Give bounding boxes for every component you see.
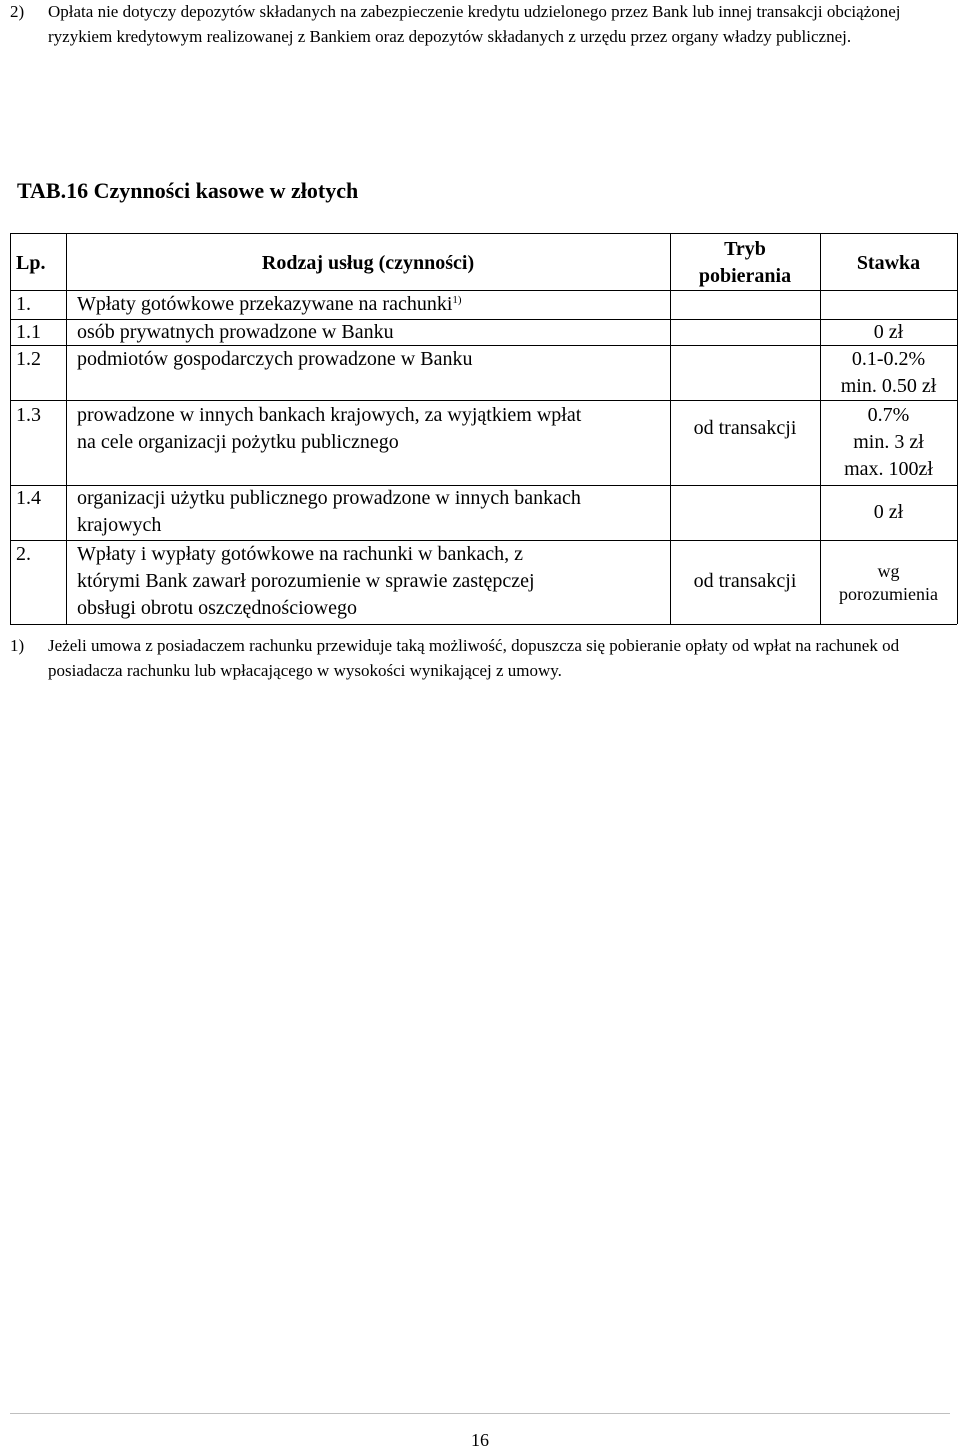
footnote-number: 1)	[10, 636, 25, 655]
footnote-ref: 1)	[452, 294, 462, 306]
row-rate: 0 zł	[873, 501, 904, 523]
row-service-line2: krajowych	[77, 514, 162, 536]
group-mode: od transakcji	[693, 417, 797, 439]
note-2-text: Opłata nie dotyczy depozytów składanych na zabezpieczenie kredytu udzielonego przez Bank lub innej transakcji obciążonej ryzykiem kredytowym realizowanej z Bankiem oraz depozytów składanych z urzędu przez organy władzy publicznej.	[48, 2, 901, 46]
note-2-number: 2)	[10, 2, 25, 21]
row-rate: 0 zł	[873, 321, 904, 343]
table-border-left	[10, 233, 11, 624]
footnote-text: Jeżeli umowa z posiadaczem rachunku przewiduje taką możliwość, dopuszcza się pobieranie opłaty od wpłat na rachunek od posiadacza rachunku lub wpłacającego w wysokości wynikającej z umowy.	[48, 636, 900, 680]
row-service-line1: organizacji użytku publicznego prowadzone w innych bankach	[77, 487, 581, 509]
row-lp: 1.3	[16, 404, 41, 426]
row-lp: 2.	[16, 543, 31, 565]
row-rate-line2: min. 3 zł	[853, 431, 924, 453]
row-service-text: Wpłaty gotówkowe przekazywane na rachunki	[77, 293, 453, 315]
row-lp: 1.2	[16, 348, 41, 370]
row-lp: 1.4	[16, 487, 41, 509]
row-rate-line1: 0.7%	[867, 404, 910, 426]
row-service	[77, 291, 667, 318]
header-service: Rodzaj usług (czynności)	[261, 252, 475, 274]
table-title: TAB.16 Czynności kasowe w złotych	[17, 178, 359, 203]
header-rate: Stawka	[856, 252, 921, 274]
row-1-2-border	[10, 400, 957, 401]
row-service-line2: którymi Bank zawarł porozumienie w sprawie zastępczej	[77, 570, 535, 592]
row-service: podmiotów gospodarczych prowadzone w Banku	[77, 348, 473, 370]
row-service-line1: Wpłaty i wypłaty gotówkowe na rachunki w bankach, z	[77, 543, 523, 565]
row-service-line1: prowadzone w innych bankach krajowych, za wyjątkiem wpłat	[77, 404, 582, 426]
row-lp: 1.1	[16, 321, 41, 343]
row-rate-line2: min. 0.50 zł	[840, 375, 937, 397]
row-service-line3: obsługi obrotu oszczędnościowego	[77, 597, 357, 619]
header-lp: Lp.	[16, 252, 46, 274]
row-rate-line2: porozumienia	[839, 584, 938, 604]
lp-column-divider	[66, 233, 67, 624]
row-rate-line1: wg	[877, 561, 900, 581]
row-rate-line1: 0.1-0.2%	[851, 348, 926, 370]
table-border-top	[10, 233, 957, 234]
row-service: osób prywatnych prowadzone w Banku	[77, 321, 394, 343]
row-rate-line3: max. 100zł	[844, 458, 933, 480]
page-footer-rule	[10, 1413, 950, 1414]
row-mode: od transakcji	[693, 570, 797, 592]
header-mode-line1: Tryb	[724, 238, 766, 260]
page-number: 16	[471, 1430, 489, 1450]
table-border-bottom	[10, 624, 957, 625]
table-border-right	[957, 233, 958, 624]
header-mode-line2: pobierania	[698, 265, 792, 287]
row-lp: 1.	[16, 293, 31, 315]
row-service-line2: na cele organizacji pożytku publicznego	[77, 431, 399, 453]
